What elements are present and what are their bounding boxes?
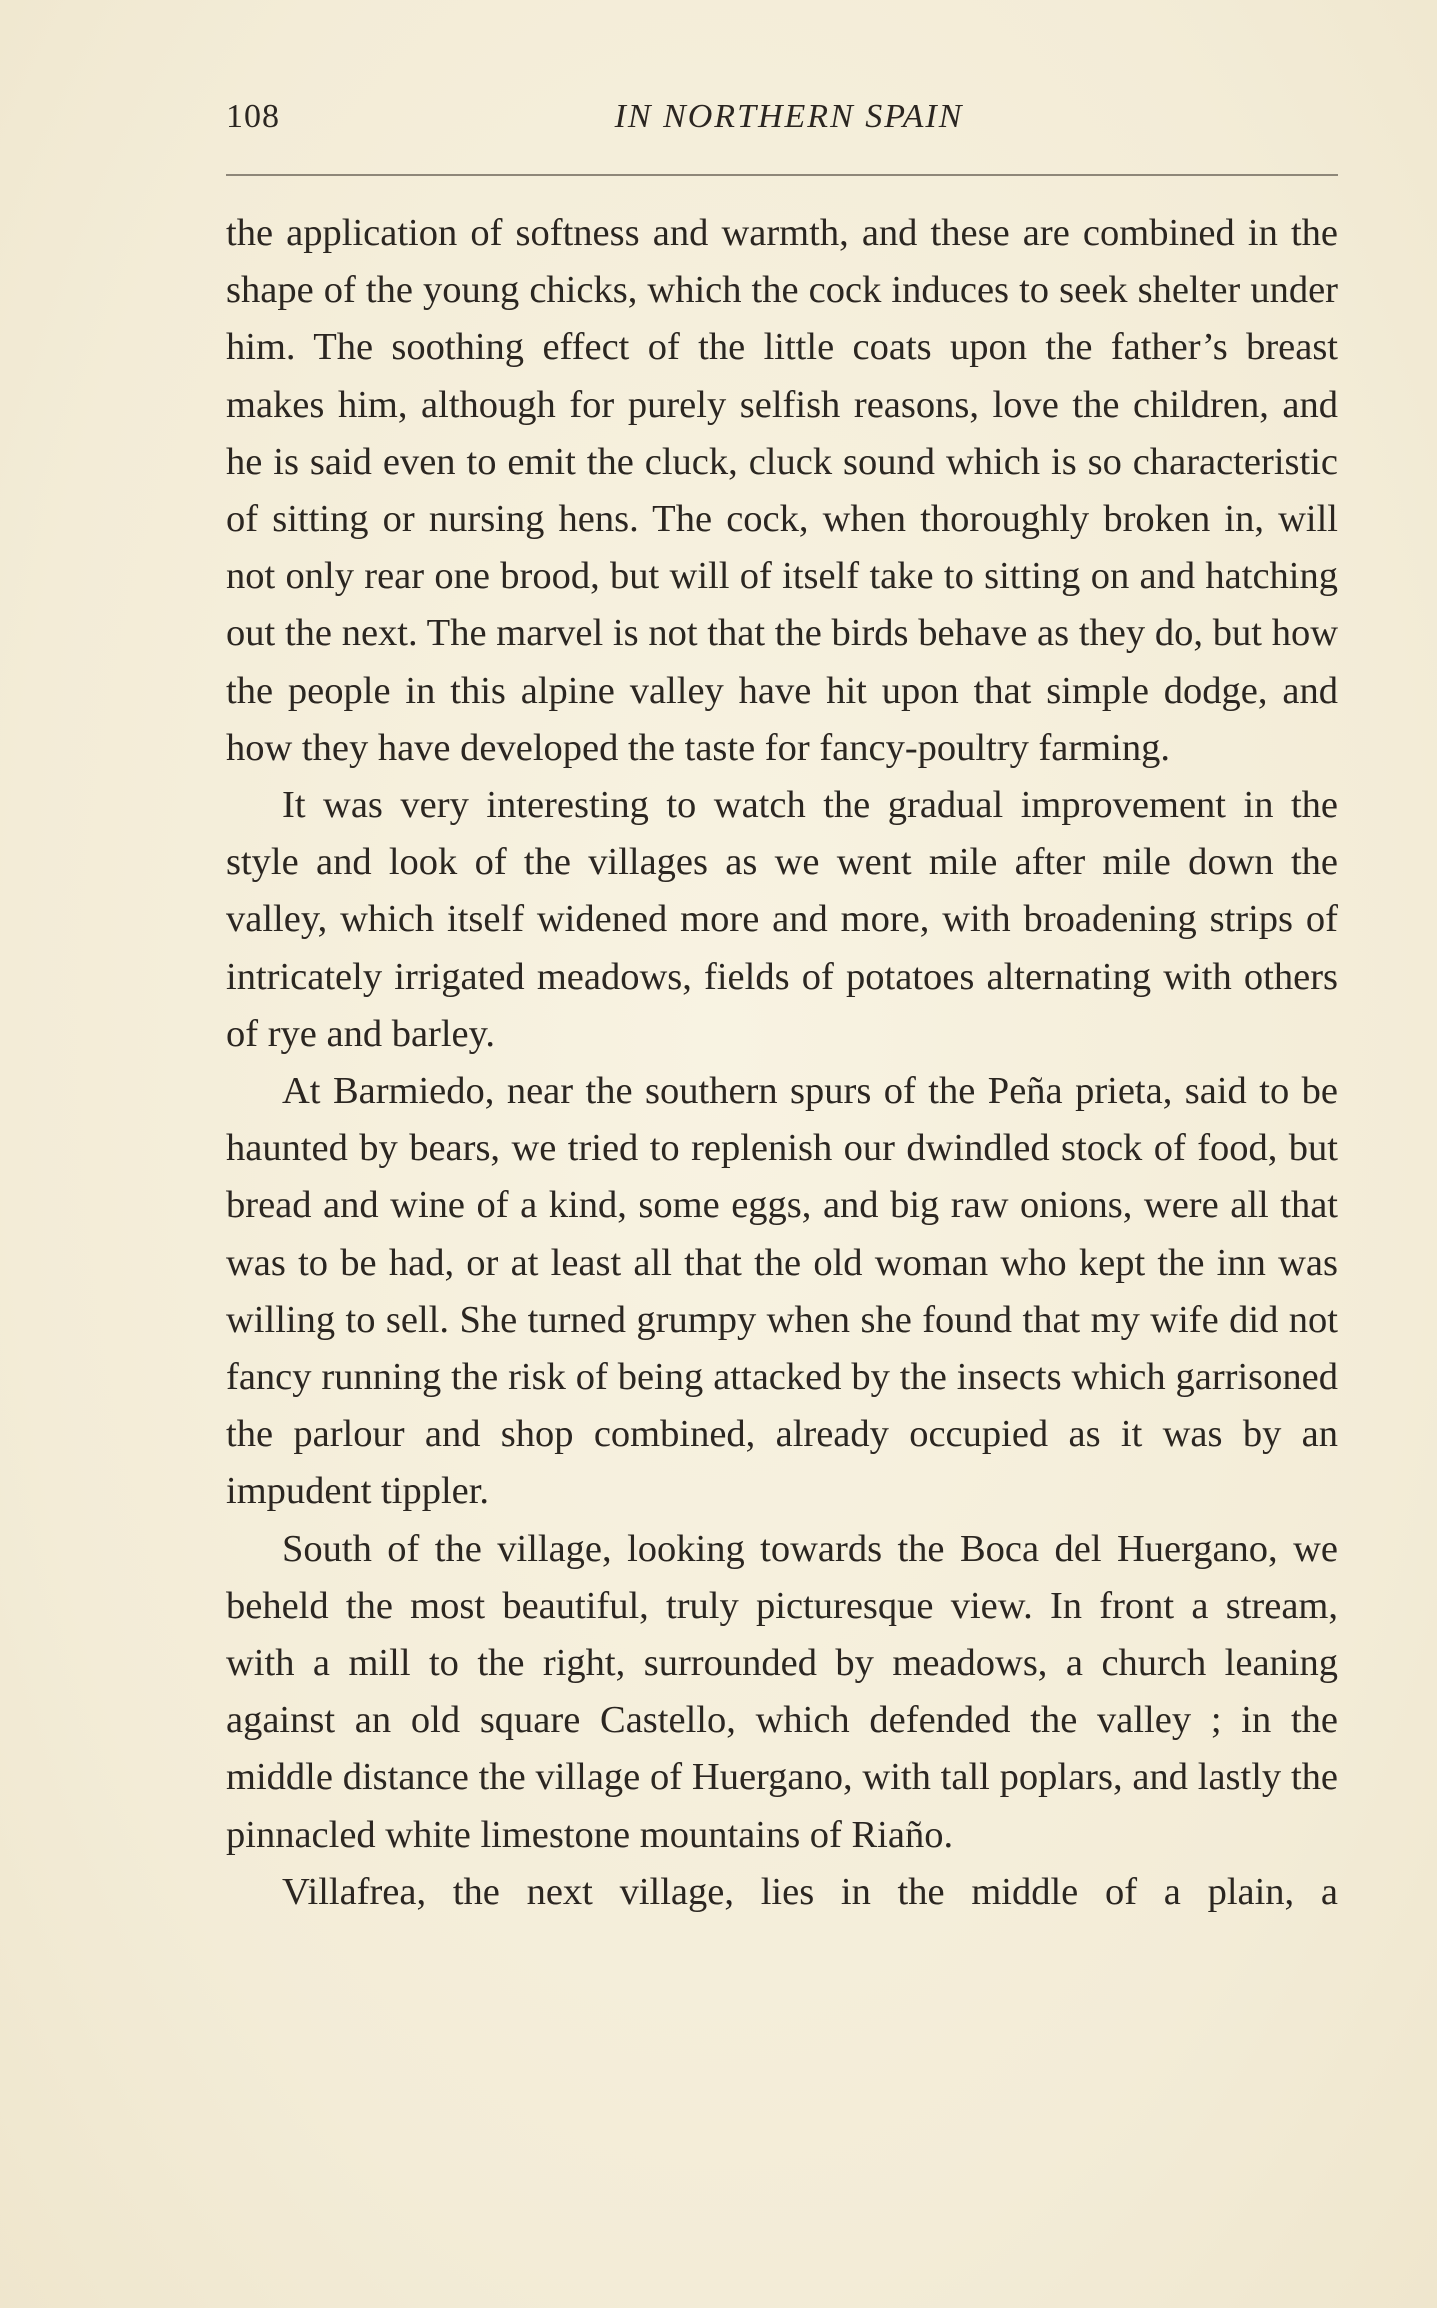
paragraph-5: Villafrea, the next village, lies in the middle of a plain, a <box>282 1870 1338 1913</box>
page-header <box>226 98 1336 148</box>
paragraph-4: South of the village, looking towards the Boca del Huergano, we beheld the most beautiful, truly picturesque view. In front a stream, with a mill to the right, surrounded by meadows, a church leaning against an old square Castello, which defended the valley ; in the middle distance the village of Huergano, with tall poplars, and lastly the pinnacled white limestone mountains of Riaño. <box>226 1527 1338 1856</box>
body-text <box>226 205 1338 1921</box>
page-number: 108 <box>226 98 280 135</box>
paragraph-2: It was very interesting to watch the gradual improvement in the style and look of the villages as we went mile after mile down the valley, which itself widened more and more, with broadening strips of intricately irrigated meadows, fields of potatoes alternating with others of rye and barley. <box>226 784 1338 1055</box>
paragraph-3: At Barmiedo, near the southern spurs of the Peña prieta, said to be haunted by bears, we tried to replenish our dwindled stock of food, but bread and wine of a kind, some eggs, and big raw onions, were all that was to be had, or at least all that the old woman who kept the inn was willing to sell. She turned grumpy when she found that my wife did not fancy running the risk of being attacked by the insects which garrisoned the parlour and shop combined, already occupied as it was by an impudent tippler. <box>226 1070 1338 1513</box>
running-title: IN NORTHERN SPAIN <box>614 98 964 135</box>
header-rule <box>226 174 1338 176</box>
paragraph-1: the application of softness and warmth, and these are combined in the shape of the young chicks, which the cock induces to seek shelter under him. The soothing effect of the little coats upon the father’s breast makes him, although for purely selfish reasons, love the children, and he is said even to emit the cluck, cluck sound which is so characteristic of sitting or nursing hens. The cock, when thoroughly broken in, will not only rear one brood, but will of itself take to sitting on and hatching out the next. The marvel is not that the birds behave as they do, but how the people in this alpine valley have hit upon that simple dodge, and how they have developed the taste for fancy-poultry farming. <box>226 212 1338 769</box>
